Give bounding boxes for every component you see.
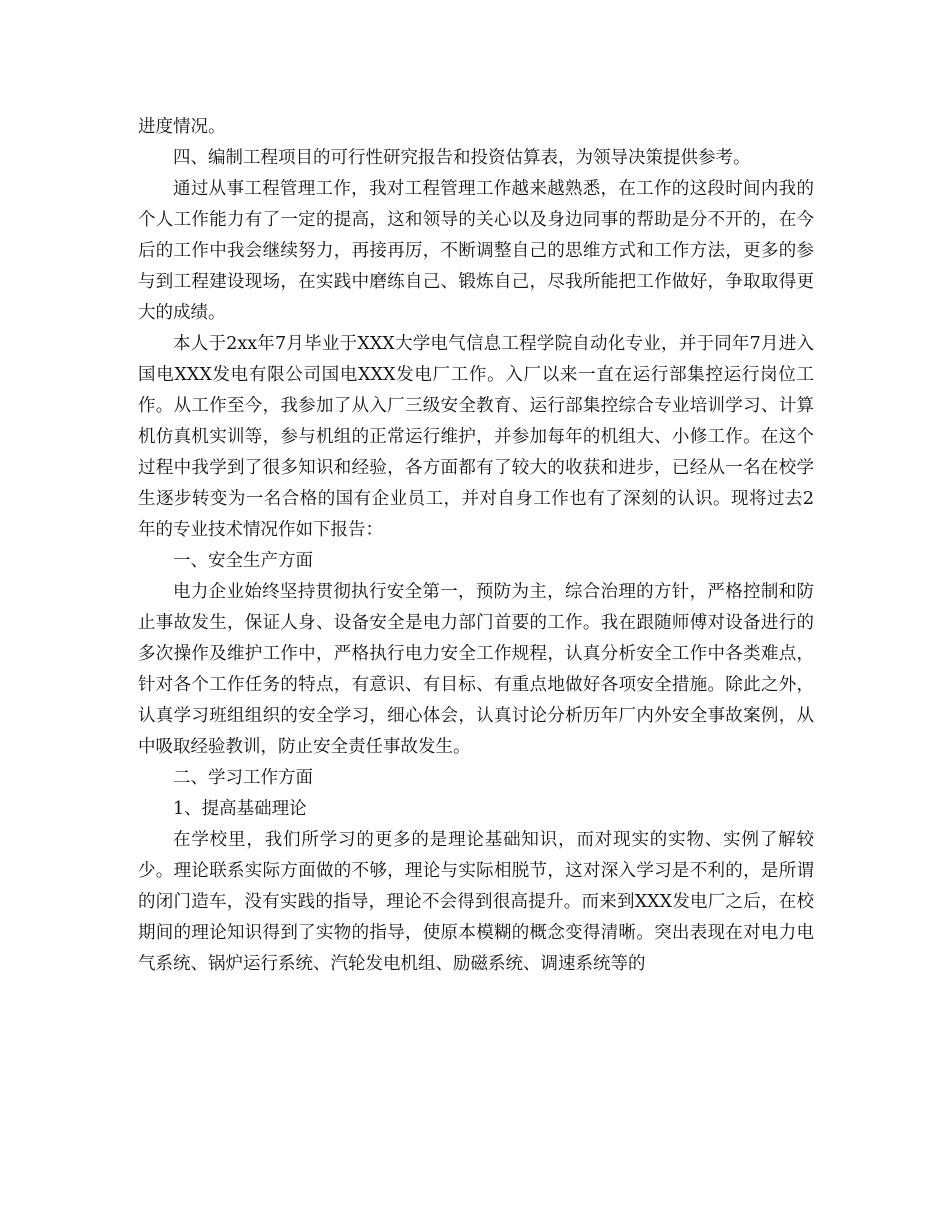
subsection-heading-theory: 1、提高基础理论	[173, 799, 307, 819]
paragraph-6: 电力企业始终坚持贯彻执行安全第一，预防为主，综合治理的方针，严格控制和防止事故发生，保证人身、设备安全是电力部门首要的工作。我在跟随师傅对设备进行的多次操作及维护工作中，严格执行电力安全工作规程，认真分析安全工作中各类难点，针对各个工作任务的特点，有意识、有目标、有重点地做好各项安全措施。除此之外，认真学习班组组织的安全学习，细心体会，认真讨论分析历年厂内外安全事故案例，从中吸取经验教训，防止安全责任事故发生。	[138, 582, 814, 757]
paragraph-9: 在学校里，我们所学习的更多的是理论基础知识，而对现实的实物、实例了解较少。理论联系实际方面做的不够，理论与实际相脱节，这对深入学习是不利的，是所谓的闭门造车，没有实践的指导，理论不会得到很高提升。而来到XXX发电厂之后，在校期间的理论知识得到了实物的指导，使原本模糊的概念变得清晰。突出表现在对电力电气系统、锅炉运行系统、汽轮发电机组、励磁系统、调速系统等的	[138, 830, 814, 974]
paragraph-2: 四、编制工程项目的可行性研究报告和投资估算表，为领导决策提供参考。	[173, 148, 751, 168]
paragraph-1: 进度情况。	[138, 117, 226, 137]
section-heading-safety: 一、安全生产方面	[173, 551, 313, 571]
document-body	[138, 112, 814, 980]
paragraph-4: 本人于2xx年7月毕业于XXX大学电气信息工程学院自动化专业，并于同年7月进入国电XXX发电有限公司国电XXX发电厂工作。入厂以来一直在运行部集控运行岗位工作。从工作至今，我参加了从入厂三级安全教育、运行部集控综合专业培训学习、计算机仿真机实训等，参与机组的正常运行维护，并参加每年的机组大、小修工作。在这个过程中我学到了很多知识和经验，各方面都有了较大的收获和进步，已经从一名在校学生逐步转变为一名合格的国有企业员工，并对自身工作也有了深刻的认识。现将过去2年的专业技术情况作如下报告：	[138, 334, 814, 540]
paragraph-3: 通过从事工程管理工作，我对工程管理工作越来越熟悉，在工作的这段时间内我的个人工作能力有了一定的提高，这和领导的关心以及身边同事的帮助是分不开的，在今后的工作中我会继续努力，再接再厉，不断调整自己的思维方式和工作方法，更多的参与到工程建设现场，在实践中磨练自己、锻炼自己，尽我所能把工作做好，争取取得更大的成绩。	[138, 179, 814, 323]
section-heading-study: 二、学习工作方面	[173, 768, 313, 788]
